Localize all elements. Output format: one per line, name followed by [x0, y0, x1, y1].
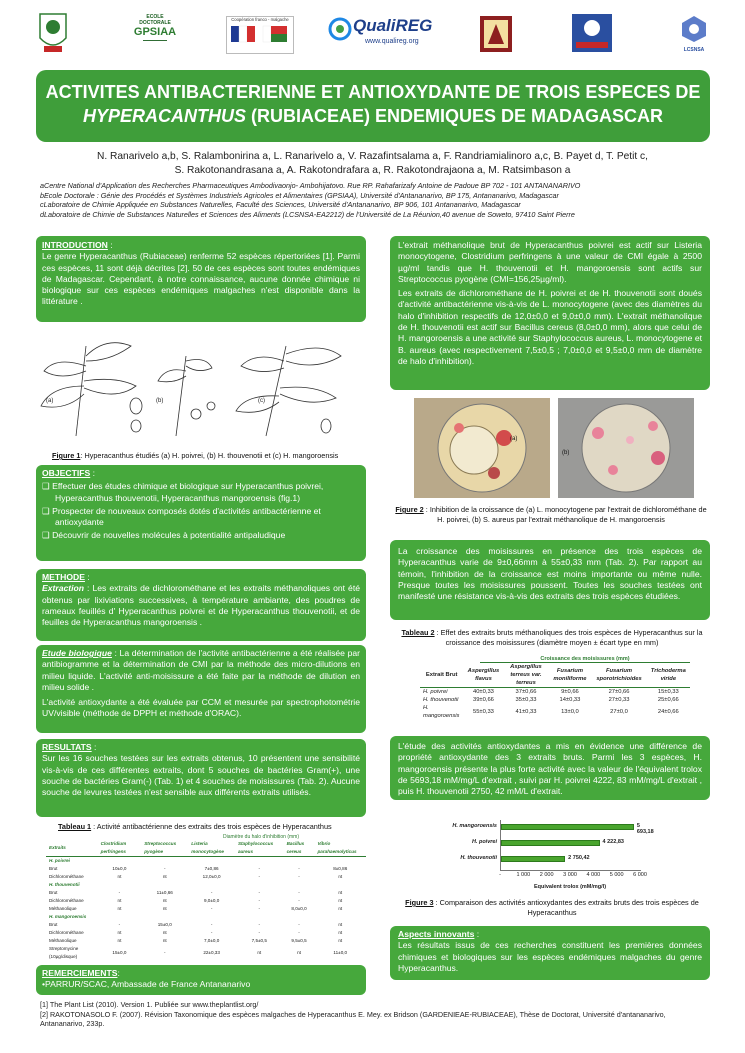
antiox-text: L'activité antioxydante a été évaluée par CCM et mesurée par spectrophotométrie UV/visible (méthode de DPPH et méthode d'ORAC).	[42, 697, 360, 719]
remerciements-text: •PARRUR/SCAC, Ambassade de France Antananarivo	[42, 979, 251, 990]
tableau1-cell	[98, 913, 142, 921]
affiliations	[40, 181, 710, 219]
title-line2	[36, 104, 710, 128]
methode-box: METHODE : Extraction : Les extraits de dichlorométhane et les extraits méthanoliques ont été obtenus par lixiviations successives, à température ambiante, des poudres de rameaux feuillés d' Hyperacanthus poivrei et de Hyperacanthus thouvenotii, et de feuilles de Hyperacanthus mangoroensis .	[36, 569, 366, 641]
tableau1-cell: nt	[338, 906, 343, 911]
tableau2-cell: 39±0,66	[472, 697, 494, 703]
references	[40, 1000, 710, 1029]
qualireg-url: www.qualireg.org	[365, 38, 419, 45]
tableau2-cell: 24±0,66	[657, 709, 679, 715]
reference-2: [2] RAKOTONASOLO F. (2007). Révision Taxonomique des espèces malgaches de Hyperacanthus E. Mey. ex Bridson (GARDENIEAE-RUBIACEAE), Thèse de Doctorat, Université d'antananarivo, Antananarivo, 233p.	[40, 1009, 666, 1028]
chart-bar	[501, 856, 565, 862]
tableau1-cell: -	[258, 874, 261, 879]
figure2-panel-b: (b)	[562, 450, 570, 456]
tableau1-cell: nt	[338, 890, 343, 895]
title-genus: HYPERACANTHUS	[82, 106, 246, 126]
tableau2	[420, 656, 690, 718]
moisissures-box	[390, 540, 710, 620]
tableau1-cell: Dichlorométhane	[49, 898, 84, 903]
tableau1-cell: nt	[117, 898, 122, 903]
tableau1-group-header: Diamètre du halo d'inhibition (mm)	[223, 834, 299, 840]
right-results-p2: Les extraits de dichlorométhane de H. poivrei et de H. thouvenotii sont doués d'activité antibactérienne vis-à-vis de L. monocytogene (avec des diamètres du halo d'inhibition respectifs de 12,0±0,0 et 9,0±0,0 mm). L'extrait méthanolique de H. thouvenotii est actif sur Bacillus cereus (8,0±0,0 mm), alors que celui de H. mangoroensis a une activité sur Staphylococcus aureus, L. monocytogene et B. aureus (avec respectivement 7,5±0,5 ; 7,0±0,0 et 9,5±0,0 mm de diamètre de halo d'inhibition).	[398, 288, 702, 366]
chart-tick-label: -	[499, 872, 501, 878]
tableau1-cell: 9,0±0,0	[203, 898, 220, 903]
figure1-illustration	[36, 326, 366, 448]
tableau1-cell: 9,5±0,5	[291, 938, 307, 943]
reunion-emblem-icon	[570, 12, 614, 54]
tableau2-cell: 15±0,33	[657, 689, 679, 695]
tableau2-header-cell: Aspergillus flavus	[463, 663, 503, 688]
tableau1-header-cell: Streptococcus pyogène	[141, 840, 188, 857]
tableau1-cell	[235, 913, 284, 921]
objectif-item-1: ❑ Effectuer des études chimique et biologique sur Hyperacanthus poivrei, Hyperacanthus thouvenotii, Hyperacanthus mangoroensis (fig.1)	[42, 481, 324, 503]
tableau1-cell: -	[210, 922, 213, 927]
tableau1-row	[46, 921, 366, 929]
tableau1-cell: H. poivrei	[49, 858, 70, 863]
tableau1-header-cell: Vibrio parahaemolyticus	[315, 840, 367, 857]
tableau1-cell: -	[298, 890, 300, 895]
lcsnsa-molecule-icon	[679, 14, 709, 42]
figure2-photos	[414, 398, 694, 498]
antioxydant-text: L'étude des activités antioxydantes a mis en évidence une différence de propriété antioxydante des 3 extraits bruts. Parmi les 3 espèces, H. mangoroensis présente la plus forte activité avec la valeur de l'équivalent trolox de 5693,18 mM/mg/L d'extrait , suivi par H. poivrei 4222, 83 mM/mg/L d'extrait , puis H. thouvenotii 2750, 42 mM/L d'extrait.	[398, 741, 702, 797]
tableau1-cell: -	[298, 898, 300, 903]
figure1-panel-c: (c)	[258, 398, 265, 404]
tableau1-cell: -	[118, 922, 121, 927]
figure3-text: : Comparaison des activités antioxydantes des extraits bruts des trois espèces de Hyperacanthus	[433, 898, 699, 917]
petri-dish-a-icon	[414, 398, 550, 498]
tableau1	[46, 834, 366, 960]
tableau1-header-cell: Staphylococcus aureus	[235, 840, 284, 857]
affiliation-c: cLaboratoire de Chimie Appliquée en Substances Naturelles, Faculté des Sciences, Université d'Antananarivo, BP 906, 101 Antananarivo, Madagascar	[40, 200, 521, 209]
tableau2-row	[420, 704, 690, 718]
tableau1-cell: Brut	[49, 922, 58, 927]
tableau1-cell: nt	[162, 898, 167, 903]
chart-tick-label: 3 000	[563, 872, 577, 878]
tableau1-cell: -	[298, 874, 300, 879]
figure1-text: : Hyperacanthus étudiés (a) H. poivrei, (b) H. thouvenotii et (c) H. mangoroensis	[80, 451, 339, 460]
tableau1-row	[46, 865, 366, 873]
lcsnsa-logo	[676, 14, 712, 54]
tableau1-cell	[315, 857, 367, 866]
tableau1-cell: -	[210, 930, 213, 935]
tableau2-cell: 35±0,33	[515, 697, 537, 703]
tableau1-cell: Méthanolique	[49, 938, 77, 943]
tableau1-cell: 8±0,86	[333, 866, 348, 871]
cnarp-crest-icon	[36, 10, 70, 56]
tableau1-cell: nt	[162, 938, 167, 943]
tableau1-cell: 10±0,0	[112, 866, 127, 871]
coop-logo	[226, 16, 294, 54]
tableau1-cell: -	[118, 890, 121, 895]
tableau1-cell	[284, 881, 315, 889]
chart-category-label: H. thouvenotii	[460, 855, 497, 861]
right-results-box	[390, 236, 710, 390]
chart-value-label: 5 693,18	[636, 823, 654, 835]
petri-dish-b-icon	[558, 398, 694, 498]
tableau1-cell: nt	[117, 874, 122, 879]
tableau2-cell: H. thouvenotii	[423, 697, 459, 703]
tableau1-cell: 7±0,86	[204, 866, 219, 871]
tableau1-cell	[98, 881, 142, 889]
introduction-heading: INTRODUCTION	[42, 240, 108, 250]
tableau1-cell	[98, 857, 142, 866]
tableau1-cell: -	[258, 930, 261, 935]
tableau2-cell: 27±0,33	[608, 697, 630, 703]
tableau1-header-cell: Clostridium perfringens	[98, 840, 142, 857]
extraction-text: : Les extraits de dichlorométhane et les extraits méthanoliques ont été obtenus par lixiviations successives, à température ambiante, des poudres de rameaux feuillés d' Hyperacanthus poivrei et de Hyperacanthus thouvenotii, et de feuilles de Hyperacanthus mangoroensis .	[42, 583, 360, 628]
tableau1-cell: -	[258, 906, 261, 911]
tableau1-cell: -	[163, 950, 166, 955]
tableau2-cell: 41±0,33	[515, 709, 537, 715]
tableau1-row	[46, 929, 366, 937]
tableau1-cell: nt	[338, 930, 343, 935]
objectif-item-3: ❑ Découvrir de nouvelles molécules à potentialité antipaludique	[42, 530, 286, 541]
chart-tick-label: 5 000	[609, 872, 624, 878]
tableau2-caption	[394, 628, 710, 647]
tableau1-cell: Dichlorométhane	[49, 930, 84, 935]
tableau1-cell: nt	[162, 906, 167, 911]
tableau1-cell: -	[258, 922, 261, 927]
tableau1-text: : Activité antibactérienne des extraits des trois espèces de Hyperacanthus	[91, 822, 332, 831]
tableau1-cell: -	[258, 890, 261, 895]
moisissures-text: La croissance des moisissures en présence des trois espèces de Hyperacanthus varie de 9±0,66mm à 55±0,33 mm (Tab. 2). Par rapport au témoin, l'inhibition de la croissance est moins importante ou même nulle. Presque toutes les moisissures poussent. Toutes les souches testées ont manifesté une résistance vis-à-vis des extraits des trois espèces étudiées.	[398, 546, 702, 602]
plant-drawings-icon	[36, 326, 366, 448]
figure2-caption	[392, 505, 710, 524]
objectif-item-2: ❑ Prospecter de nouveaux composés dotés d'activités antibactérienne et antioxydante	[42, 505, 321, 528]
objectifs-heading: OBJECTIFS	[42, 468, 91, 478]
extraction-label: Extraction	[42, 583, 85, 594]
tableau1-cell: Brut	[49, 890, 58, 895]
antioxydant-box	[390, 736, 710, 800]
tableau1-cell: -	[298, 866, 300, 871]
tableau2-cell: 9±0,66	[561, 689, 579, 695]
objectif-text-2: Prospecter de nouveaux composés dotés d'activités antibactérienne et antioxydante	[52, 505, 321, 528]
figure1-panel-b: (b)	[156, 398, 164, 404]
chart-value-label: 4 222,83	[602, 839, 624, 845]
remerciements-heading: REMERCIEMENTS	[42, 968, 118, 978]
tableau1-row	[46, 937, 366, 945]
tableau1-row	[46, 889, 366, 897]
authors-line1: N. Ranarivelo a,b, S. Ralambonirina a, L. Ranarivelo a, V. Razafintsalama a, F. Randriamialinoro a,c, B. Payet d, T. Petit c,	[97, 151, 648, 162]
tableau1-cell: nt	[338, 898, 343, 903]
tableau2-cell: 37±0,66	[515, 689, 537, 695]
affiliation-d: dLaboratoire de Chimie de Substances Naturelles et Sciences des Aliments (LCSNSA-EA2212) de l'Université de La Réunion,40 avenue de Soweto, 97410 Saint Pierre	[40, 209, 575, 219]
title-line1: ACTIVITES ANTIBACTERIENNE ET ANTIOXYDANTE DE TROIS ESPECES DE	[45, 82, 701, 102]
tableau1-row	[46, 905, 366, 913]
tableau1-cell: -	[258, 866, 261, 871]
tableau1-header-cell: Listeria monocytogène	[188, 840, 235, 857]
bio-label: Etude biologique	[42, 648, 112, 658]
tableau2-header-cell: Trichoderma viride	[647, 663, 690, 688]
objectif-text-3: Découvrir de nouvelles molécules à potentialité antipaludique	[52, 530, 286, 541]
authors	[40, 150, 705, 178]
university-emblem-icon	[478, 14, 514, 54]
chart-value-label: 2 750,42	[568, 855, 590, 861]
aspects-text: Les résultats issus de ces recherches constituent les premières données chimiques et biologiques sur les espèces endémiques malgaches du genre Hyperacanthus.	[398, 940, 702, 973]
tableau1-cell	[141, 857, 188, 866]
tableau1-cell: -	[210, 906, 213, 911]
tableau2-cell: 25±0,66	[657, 697, 679, 703]
tableau1-cell	[235, 881, 284, 889]
tableau2-header-cell: Aspergillus terreus var. terreus	[503, 663, 548, 688]
tableau1-cell: Streptomycine (10µg/disque)	[49, 946, 79, 959]
aspects-heading: Aspects innovants	[398, 929, 475, 939]
bio-text: : La détermination de l'activité antibactérienne a été réalisée par antibiogramme et la détermination de CMI par la méthode des micro-dilutions en milieu liquide. L'activité anti-moisissure a été faite par la méthode de dilution en milieu solide .	[42, 648, 360, 692]
antioxidant-chart	[420, 820, 660, 900]
tableau1-header-cell: Extraits	[46, 840, 98, 857]
tableau1-cell: 15±0,0	[112, 950, 127, 955]
lcsnsa-label: LCSNSA	[683, 47, 705, 53]
tableau1-cell	[315, 881, 367, 889]
tableau1-cell: -	[298, 930, 300, 935]
tableau1-cell: 11±0,0	[333, 950, 348, 955]
introduction-box: INTRODUCTION : Le genre Hyperacanthus (Rubiaceae) renferme 52 espèces répertoriées [1]. Parmi ces espèces, 11 sont déjà décrites [2]. 50 de ces espèces sont toutes endémiques de Madagascar. Cependant, à notre connaissance, aucune donnée chimique ni biologique sur ces espèces endémiques malgaches n'est disponible dans la littérature .	[36, 236, 366, 322]
figure3-label: Figure 3	[405, 898, 434, 907]
tableau1-cell: Brut	[49, 866, 58, 871]
gpsiaa-logo: ECOLE DOCTORALE GPSIAA ▬▬▬▬▬▬▬▬	[130, 14, 180, 54]
tableau1-cell	[188, 857, 235, 866]
reunion-university-logo	[570, 12, 614, 54]
coop-text: Coopération franco - malgache	[231, 17, 289, 22]
title-line2-rest: (RUBIACEAE) ENDEMIQUES DE MADAGASCAR	[246, 106, 664, 126]
tableau2-cell: 27±0,0	[610, 709, 628, 715]
cnarp-logo	[36, 10, 70, 56]
tableau1-row	[46, 913, 366, 921]
tableau1-cell: nt	[338, 922, 343, 927]
petri-photo-a	[414, 398, 550, 498]
tableau2-cell: 13±0,0	[561, 709, 579, 715]
tableau2-cell: 14±0,33	[559, 697, 581, 703]
tableau2-row	[420, 696, 690, 704]
tableau1-header-cell: Bacillus cereus	[284, 840, 315, 857]
petri-photo-b	[558, 398, 694, 498]
tableau1-cell	[315, 913, 367, 921]
tableau1-cell: H. thouvenotii	[49, 882, 80, 887]
chart-bar	[501, 824, 634, 830]
tableau1-caption	[58, 822, 368, 832]
figure2-text: : Inhibition de la croissance de (a) L. monocytogene par l'extrait de dichlorométhane de H. poivrei, (b) S. aureus par l'extrait méthanolique de H. mangoroensis	[423, 505, 707, 524]
tableau2-header-cell: Fusarium sporotrichioides	[591, 663, 646, 688]
tableau1-cell: 7,0±0,0	[203, 938, 220, 943]
tableau2-label: Tableau 2	[401, 628, 435, 637]
tableau1-cell: -	[258, 898, 261, 903]
tableau1-cell	[188, 913, 235, 921]
tableau1-cell: 8,0±0,0	[291, 906, 307, 911]
resultats-text: Sur les 16 souches testées sur les extraits obtenus, 10 présentent une sensibilité vis-à-vis de ces différentes extraits, dont 5 souches de bactéries Gram(+), une souche de bactéries Gram(-) (Tab. 1) et 4 souches de moisissures (Tab. 2). Aucune souche de levures testées n'est sensible aux différents extraits utilisés.	[42, 753, 360, 798]
tableau1-cell: nt	[117, 906, 122, 911]
tableau1-cell: nt	[117, 938, 122, 943]
aspects-box: Aspects innovants : Les résultats issus de ces recherches constituent les premières données chimiques et biologiques sur les espèces endémiques malgaches du genre Hyperacanthus.	[390, 926, 710, 980]
tableau2-cell: 40±0,33	[472, 689, 494, 695]
figure2-panel-a: (a)	[510, 436, 518, 442]
chart-tick-label: 2 000	[539, 872, 554, 878]
affiliation-b: bEcole Doctorale : Génie des Procédés et Systèmes Industriels Agricoles et Alimentaires (GPSIAA), Université d'Antananarivo, BP 175, Antananarivo, Madagascar	[40, 190, 559, 200]
tableau2-cell: H. mangoroensis	[423, 705, 460, 718]
tableau2-text: : Effet des extraits bruts méthanoliques des trois espèces de Hyperacanthus sur la croissance des moisissures (diamètre moyen ± écart type en mm)	[434, 628, 703, 647]
tableau1-cell: nt	[162, 874, 167, 879]
poster-title	[36, 70, 710, 142]
tableau1-row	[46, 881, 366, 889]
tableau1-cell	[284, 913, 315, 921]
tableau1-cell: nt	[162, 930, 167, 935]
bio-box	[36, 645, 366, 733]
tableau1-cell	[235, 857, 284, 866]
tableau1-cell	[141, 881, 188, 889]
tableau1-table	[46, 840, 366, 960]
tableau1-cell: nt	[257, 950, 262, 955]
introduction-text: Le genre Hyperacanthus (Rubiaceae) renferme 52 espèces répertoriées [1]. Parmi ces espèces, 11 sont déjà décrites [2]. 50 de ces espèces sont toutes endémiques de Madagascar. Cependant, à notre connaissance, aucune donnée chimique ni biologique sur ces espèces endémiques malgaches n'est disponible dans la littérature .	[42, 251, 360, 307]
flags-icon	[227, 22, 293, 50]
resultats-box: RESULTATS : Sur les 16 souches testées sur les extraits obtenus, 10 présentent une sensibilité vis-à-vis de ces différentes extraits, dont 5 souches de bactéries Gram(+), une souche de bactéries Gram(-) (Tab. 1) et 4 souches de moisissures (Tab. 2). Aucune souche de levures testées n'est sensible aux différents extraits utilisés.	[36, 739, 366, 817]
tableau2-table	[420, 663, 690, 718]
tableau1-cell: -	[163, 866, 166, 871]
tableau2-row	[420, 688, 690, 697]
tableau1-cell: 15±0,0	[157, 922, 172, 927]
figure1-panel-a: (a)	[46, 398, 54, 404]
chart-tick-label: 6 000	[633, 872, 647, 878]
objectif-text-1: Effectuer des études chimique et biologique sur Hyperacanthus poivrei, Hyperacanthus thouvenotii, Hyperacanthus mangoroensis (fig.1)	[52, 481, 324, 503]
tableau1-cell: nt	[297, 950, 301, 955]
tableau1-label: Tableau 1	[58, 822, 92, 831]
figure1-caption	[52, 451, 362, 461]
tableau1-cell: -	[210, 890, 213, 895]
tableau1-cell: 7,5±0,5	[251, 938, 267, 943]
authors-line2: S. Rakotonandrasana a, A. Rakotondrafara a, R. Rakotondrajaona a, M. Ratsimbason a	[174, 165, 571, 176]
reference-1: [1] The Plant List (2010). Version 1. Publiée sur www.theplantlist.org/	[40, 1000, 259, 1009]
qualireg-logo	[325, 12, 435, 52]
tableau1-cell	[284, 857, 315, 866]
chart-xlabel: Equivalent trolox (mM/mg/l)	[533, 884, 607, 890]
figure1-label: Figure 1	[52, 451, 81, 460]
qualireg-swirl-icon	[327, 16, 353, 42]
resultats-heading: RESULTATS	[42, 742, 92, 752]
qualireg-name: QualiREG	[353, 16, 433, 35]
chart-tick-label: 4 000	[586, 872, 601, 878]
chart-area	[452, 820, 654, 871]
figure2-label: Figure 2	[395, 505, 424, 514]
tableau1-row	[46, 857, 366, 866]
tableau2-cell: 27±0,66	[608, 689, 630, 695]
tableau2-group-header: Croissance des moisissures (mm)	[480, 656, 690, 663]
tableau1-cell: nt	[338, 938, 343, 943]
tableau1-cell: 22±0,33	[203, 950, 220, 955]
tableau1-cell: -	[298, 922, 300, 927]
tableau2-header-cell: Fusarium moniliforme	[548, 663, 591, 688]
tableau1-cell: nt	[338, 874, 343, 879]
tableau1-cell	[141, 913, 188, 921]
tableau2-cell: 55±0,33	[472, 709, 494, 715]
tableau1-row	[46, 873, 366, 881]
chart-tick-label: 1 000	[516, 872, 531, 878]
figure3-caption	[394, 898, 710, 917]
chart-category-label: H. poivrei	[471, 839, 497, 845]
tableau2-header-cell: Extrait Brut	[420, 663, 463, 688]
right-results-p1: L'extrait méthanolique brut de Hyperacanthus poivrei est actif sur Listeria monocytogene, Clostridium perfringens à une valeur de CMI égale à 2500 µg/ml tandis que H. thouvenotii et H. mangoroensis sont actifs sur Streptococcus pyogène (CMI=156,25µg/ml).	[398, 240, 702, 284]
chart-ticks	[499, 872, 647, 882]
tableau1-cell: Dichlorométhane	[49, 874, 84, 879]
tableau1-cell: 12,0±0,0	[202, 874, 221, 879]
chart-category-label: H. mangoroensis	[452, 823, 497, 829]
tableau1-row	[46, 945, 366, 960]
tableau1-cell: Méthanolique	[49, 906, 77, 911]
tableau1-cell: H. mangoroensis	[49, 914, 87, 919]
university-logo	[478, 14, 514, 54]
gpsiaa-name: GPSIAA	[133, 26, 177, 38]
tableau1-cell: nt	[117, 930, 122, 935]
tableau1-row	[46, 897, 366, 905]
tableau1-cell: 11±0,66	[156, 890, 173, 895]
gpsiaa-school: ECOLE DOCTORALE	[139, 14, 171, 26]
affiliation-a: aCentre National d'Application des Recherches Pharmaceutiques Ambodivaonjo- Ambohijatovo. Rue RP. Rahafarizafy Antoine de Padoue BP 702 - 101 ANTANANARIVO	[40, 181, 581, 190]
remerciements-box: REMERCIEMENTS: •PARRUR/SCAC, Ambassade de France Antananarivo	[36, 965, 366, 995]
methode-heading: METHODE	[42, 572, 85, 582]
tableau2-cell: H. poivrei	[423, 689, 448, 695]
objectifs-box: OBJECTIFS : ❑ Effectuer des études chimique et biologique sur Hyperacanthus poivrei, Hyperacanthus thouvenotii, Hyperacanthus mangoroensis (fig.1) ❑ Prospecter de nouveaux composés dotés d'activités antibactérienne et antioxydante ❑ Découvrir de nouvelles molécules à potentialité antipaludique	[36, 465, 366, 561]
tableau1-cell	[188, 881, 235, 889]
chart-bar	[501, 840, 600, 846]
